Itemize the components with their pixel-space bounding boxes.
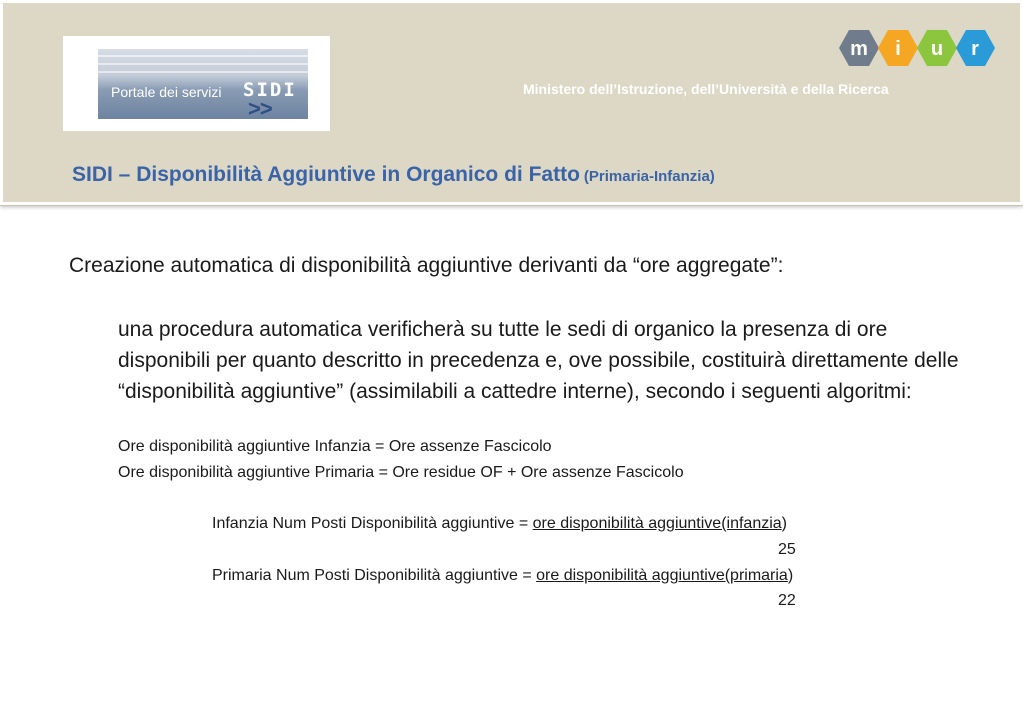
page-title-main: SIDI – Disponibilità Aggiuntive in Organico di Fatto <box>72 163 580 186</box>
slide-body <box>69 252 989 481</box>
sidi-logo-banner <box>98 49 308 119</box>
equation-infanzia-label: Infanzia Num Posti Disponibilità aggiuntive = <box>212 515 533 532</box>
svg-text:u: u <box>930 38 944 60</box>
miur-logo-m <box>839 30 879 66</box>
sidi-logo-brand: SIDI <box>243 79 297 101</box>
equation-primaria-label: Primaria Num Posti Disponibilità aggiuntive = <box>212 567 537 584</box>
equation-primaria-close: ) <box>787 567 794 584</box>
sidi-logo-text: Portale dei servizi <box>111 84 222 100</box>
equation-primaria-denominator: 22 <box>778 592 796 609</box>
equation-primaria <box>212 567 793 585</box>
svg-text:r: r <box>971 38 979 60</box>
procedure-paragraph: una procedura automatica verificherà su tutte le sedi di organico la presenza di ore disponibili per quanto descritto in precedenza e, ove possibile, costituirà direttamente delle “disponibilità aggiuntive” (assimilabili a cattedre interne), secondo i seguenti algoritmi: <box>118 318 959 403</box>
sidi-logo-arrows: >> <box>248 96 272 119</box>
equation-infanzia-numerator: ore disponibilità aggiuntive(infanzia <box>532 515 782 532</box>
equation-infanzia-close: ) <box>781 515 787 532</box>
equation-primaria-numerator: ore disponibilità aggiuntive(primaria <box>536 567 788 584</box>
page-title-subtitle: (Primaria-Infanzia) <box>583 168 715 185</box>
miur-logo-r <box>956 30 995 66</box>
ministry-name: Ministero dell’Istruzione, dell’Università e della Ricerca <box>523 81 889 97</box>
formula-primaria: Ore disponibilità aggiuntive Primaria = Ore residue OF + Ore assenze Fascicolo <box>118 464 684 481</box>
miur-logo-u <box>917 30 957 66</box>
formula-infanzia: Ore disponibilità aggiuntive Infanzia = Ore assenze Fascicolo <box>118 438 552 455</box>
sidi-logo[interactable] <box>63 36 330 131</box>
svg-text:m: m <box>850 38 868 60</box>
miur-logo <box>839 27 995 69</box>
header-banner <box>0 0 1023 205</box>
svg-text:i: i <box>895 38 901 60</box>
intro-text: Creazione automatica di disponibilità aggiuntive derivanti da “ore aggregate”: <box>69 254 784 277</box>
equation-infanzia-denominator: 25 <box>778 541 796 558</box>
miur-logo-i <box>878 30 918 66</box>
page-title <box>72 163 715 187</box>
equation-infanzia <box>212 515 787 533</box>
